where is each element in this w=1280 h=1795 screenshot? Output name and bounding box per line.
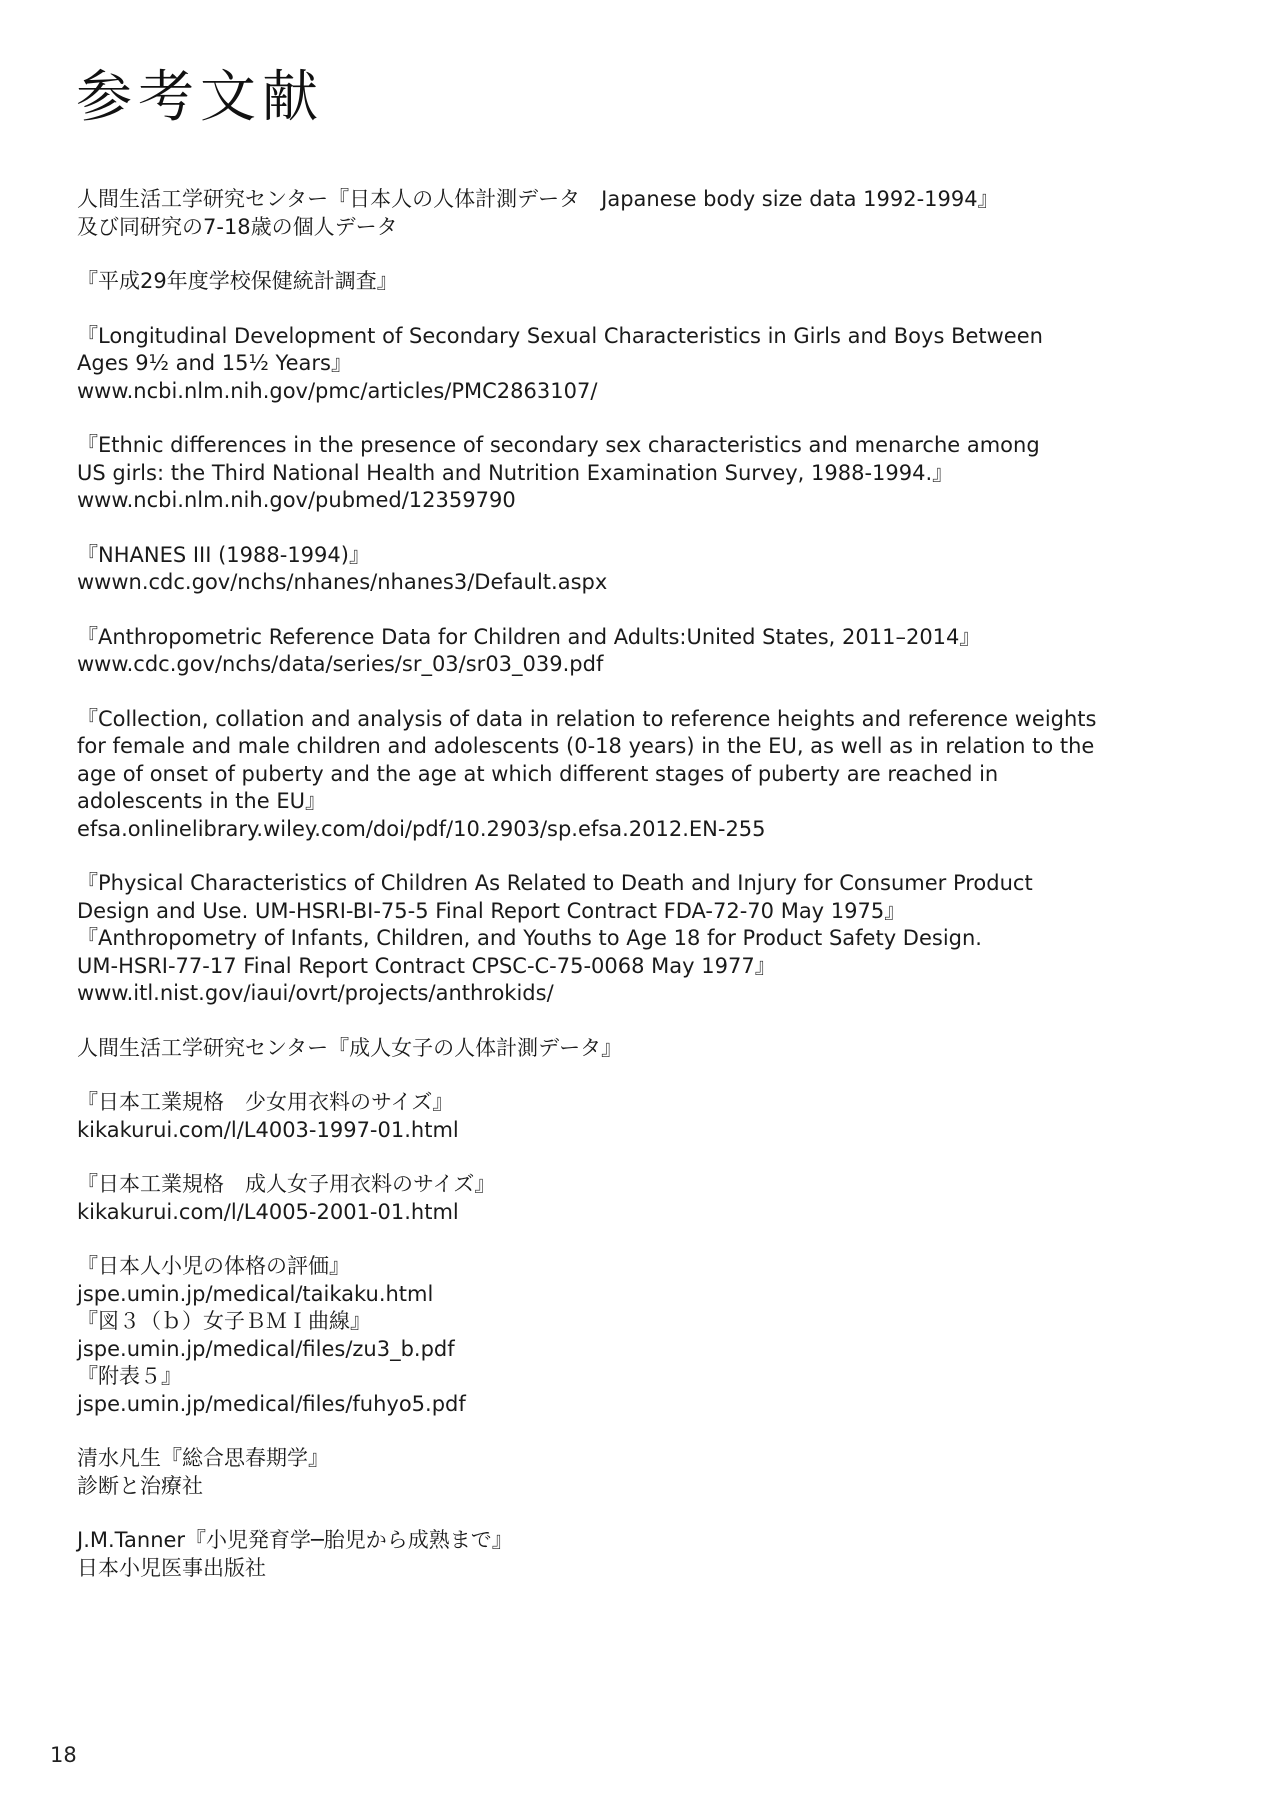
reference-entry (77, 706, 1217, 844)
reference-line: 人間生活工学研究センター『成人女子の人体計測データ』 (77, 1035, 623, 1060)
reference-line: kikakurui.com/l/L4003-1997-01.html (77, 1117, 459, 1142)
reference-list (77, 186, 1217, 1609)
reference-line: 『Anthropometry of Infants, Children, and Youths to Age 18 for Product Safety Design. (77, 926, 982, 950)
reference-line: J.M.Tanner『小児発育学─胎児から成熟まで』 (77, 1528, 513, 1552)
reference-entry (77, 870, 1217, 1008)
reference-line: Ages 9½ and 15½ Years』 (77, 351, 352, 375)
reference-line: 『平成29年度学校保健統計調査』 (77, 269, 398, 293)
reference-entry (77, 542, 1217, 597)
reference-entry (77, 268, 1217, 296)
reference-line: wwwn.cdc.gov/nchs/nhanes/nhanes3/Default.aspx (77, 570, 608, 594)
reference-line: 『日本工業規格 成人女子用衣料のサイズ』 (77, 1172, 496, 1196)
reference-line: adolescents in the EU』 (77, 789, 326, 813)
reference-entry (77, 323, 1217, 406)
reference-line: UM-HSRI-77-17 Final Report Contract CPSC-C-75-0068 May 1977』 (77, 953, 776, 978)
page-number: 18 (50, 1743, 77, 1767)
reference-line: 人間生活工学研究センター『日本人の人体計測データ Japanese body size data 1992-1994』 (77, 187, 999, 211)
reference-line: Design and Use. UM-HSRI-BI-75-5 Final Report Contract FDA-72-70 May 1975』 (77, 898, 906, 923)
reference-line: www.ncbi.nlm.nih.gov/pmc/articles/PMC2863107/ (77, 378, 598, 403)
reference-line: 『Collection, collation and analysis of data in relation to reference heights and reference weights (77, 706, 1097, 731)
reference-line: 『Physical Characteristics of Children As Related to Death and Injury for Consumer Product (77, 871, 1033, 895)
reference-line: jspe.umin.jp/medical/taikaku.html (77, 1281, 434, 1306)
reference-line: 『附表５』 (77, 1364, 182, 1388)
reference-entry (77, 624, 1217, 679)
reference-entry (77, 1253, 1217, 1418)
reference-entry (77, 1171, 1217, 1226)
reference-line: for female and male children and adolescents (0-18 years) in the EU, as well as in relation to the (77, 734, 1095, 758)
reference-line: 日本小児医事出版社 (77, 1555, 266, 1580)
reference-entry (77, 432, 1217, 515)
reference-line: www.cdc.gov/nchs/data/series/sr_03/sr03_039.pdf (77, 652, 604, 676)
reference-line: 診断と治療社 (77, 1473, 203, 1498)
reference-line: age of onset of puberty and the age at which different stages of puberty are reached in (77, 761, 999, 786)
reference-entry (77, 1035, 1217, 1063)
reference-line: 『Longitudinal Development of Secondary Sexual Characteristics in Girls and Boys Between (77, 323, 1043, 348)
reference-entry (77, 1089, 1217, 1144)
reference-line: 『Anthropometric Reference Data for Children and Adults:United States, 2011–2014』 (77, 624, 981, 649)
reference-line: 『Ethnic differences in the presence of secondary sex characteristics and menarche among (77, 433, 1040, 457)
reference-line: kikakurui.com/l/L4005-2001-01.html (77, 1199, 459, 1224)
reference-line: 『日本工業規格 少女用衣料のサイズ』 (77, 1090, 454, 1114)
reference-line: US girls: the Third National Health and Nutrition Examination Survey, 1988-1994.』 (77, 460, 954, 485)
reference-entry (77, 186, 1217, 241)
reference-line: jspe.umin.jp/medical/files/zu3_b.pdf (77, 1336, 455, 1361)
reference-line: 清水凡生『総合思春期学』 (77, 1446, 329, 1470)
reference-line: 及び同研究の7-18歳の個人データ (77, 214, 398, 239)
reference-entry (77, 1445, 1217, 1500)
reference-line: 『図３（ｂ）女子ＢＭＩ曲線』 (77, 1309, 371, 1333)
reference-entry (77, 1527, 1217, 1582)
reference-line: efsa.onlinelibrary.wiley.com/doi/pdf/10.2903/sp.efsa.2012.EN-255 (77, 816, 766, 841)
page-title: 参考文献 (76, 65, 324, 130)
reference-line: 『日本人小児の体格の評価』 (77, 1254, 350, 1278)
reference-line: www.ncbi.nlm.nih.gov/pubmed/12359790 (77, 488, 516, 512)
reference-line: jspe.umin.jp/medical/files/fuhyo5.pdf (77, 1391, 466, 1416)
reference-line: 『NHANES III (1988-1994)』 (77, 542, 370, 567)
reference-line: www.itl.nist.gov/iaui/ovrt/projects/anthrokids/ (77, 981, 554, 1005)
